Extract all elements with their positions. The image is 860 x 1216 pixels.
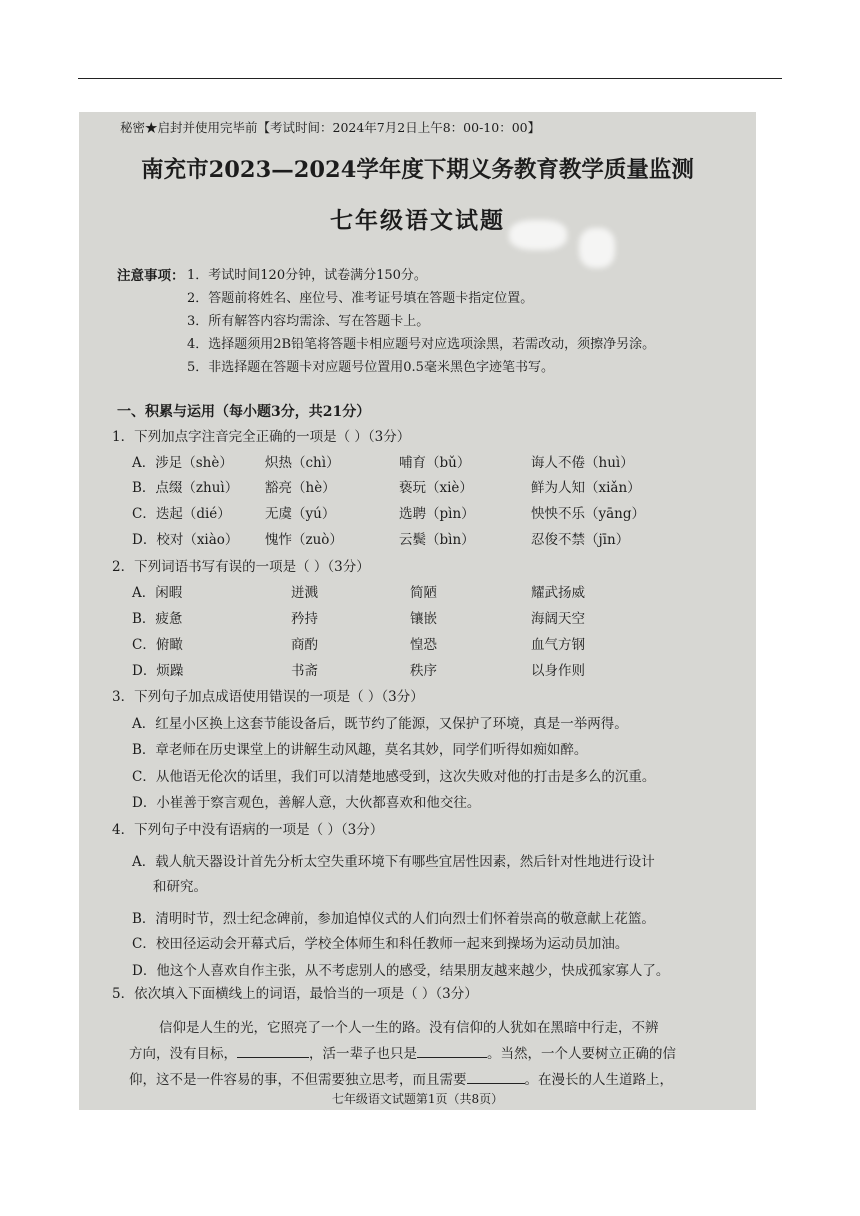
notice-item: 5．非选择题在答题卡对应题号位置用0.5毫米黑色字迹笔书写。: [187, 360, 554, 375]
q1-option: 怏怏不乐（yāng）: [531, 506, 646, 522]
question-4-stem: 4．下列句子中没有语病的一项是（ ）（3分）: [112, 822, 384, 838]
q3-option: A．红星小区换上这套节能设备后，既节约了能源，又保护了环境，真是一举两得。: [132, 716, 628, 732]
q2-option: 惶恐: [410, 637, 437, 653]
q2-option: B．疲惫: [132, 611, 183, 627]
q2-option: 矜持: [291, 611, 318, 627]
q3-option: D．小崔善于察言观色，善解人意，大伙都喜欢和他交往。: [132, 795, 481, 811]
q1-option: 云鬓（bìn）: [399, 532, 475, 548]
q3-option: C．从他语无伦次的话里，我们可以清楚地感受到，这次失败对他的打击是多么的沉重。: [132, 769, 656, 785]
q4-option-continued: 和研究。: [153, 879, 207, 895]
q1-option: 无虞（yú）: [265, 506, 336, 522]
exam-subtitle: 七年级语文试题: [330, 207, 505, 234]
notice-item: 4．选择题须用2B铅笔将答题卡相应题号对应选项涂黑，若需改动，须擦净另涂。: [187, 337, 656, 352]
notice-label: 注意事项：: [117, 268, 185, 284]
answer-blank: [417, 1045, 487, 1058]
q1-option: 炽热（chì）: [265, 455, 340, 471]
q2-option: 镶嵌: [410, 611, 437, 627]
q3-option: B．章老师在历史课堂上的讲解生动风趣，莫名其妙，同学们听得如痴如醉。: [132, 742, 588, 758]
q1-option: C．迭起（dié）: [132, 506, 231, 522]
question-2-stem: 2．下列词语书写有误的一项是（ ）（3分）: [112, 559, 370, 575]
exam-title: 南充市2023—2024学年度下期义务教育教学质量监测: [141, 157, 694, 183]
q2-option: 以身作则: [531, 663, 585, 679]
q4-option: B．清明时节，烈士纪念碑前，参加追悼仪式的人们向烈士们怀着崇高的敬意献上花篮。: [132, 911, 655, 927]
q1-option: 鲜为人知（xiǎn）: [531, 480, 641, 496]
top-rule: [78, 78, 782, 79]
q2-option: 商酌: [291, 637, 318, 653]
q4-option: C．校田径运动会开幕式后，学校全体师生和科任教师一起来到操场为运动员加油。: [132, 936, 629, 952]
confidential-line: 秘密★启封并使用完毕前【考试时间：2024年7月2日上午8：00-10：00】: [120, 120, 541, 135]
q5-passage-line: [129, 1042, 676, 1062]
q2-option: 秩序: [410, 663, 437, 679]
q1-option: 选聘（pìn）: [399, 506, 475, 522]
notice-item: 3．所有解答内容均需涂、写在答题卡上。: [187, 314, 430, 329]
q1-option: 豁亮（hè）: [265, 480, 336, 496]
q2-option: 书斋: [291, 663, 318, 679]
q2-option: D．烦躁: [132, 663, 184, 679]
question-3-stem: 3．下列句子加点成语使用错误的一项是（ ）（3分）: [112, 689, 424, 705]
q1-option: 忍俊不禁（jīn）: [531, 532, 630, 548]
q5-text: ，活一辈子也只是: [309, 1046, 417, 1062]
q5-text: 方向，没有目标，: [129, 1046, 237, 1062]
answer-blank: [467, 1071, 525, 1084]
q1-option: 愧怍（zuò）: [265, 532, 343, 548]
q1-option: D．校对（xiào）: [132, 532, 239, 548]
q1-option: B．点缀（zhuì）: [132, 480, 239, 496]
q2-option: A．闲暇: [132, 585, 183, 601]
notice-item: 1．考试时间120分钟，试卷满分150分。: [187, 268, 427, 283]
question-5-stem: 5．依次填入下面横线上的词语，最恰当的一项是（ ）（3分）: [112, 986, 478, 1002]
q5-passage-line: [129, 1068, 673, 1088]
page-footer: 七年级语文试题第1页（共8页）: [331, 1092, 504, 1106]
q2-option: 简陋: [410, 585, 437, 601]
q5-text: 。当然，一个人要树立正确的信: [487, 1046, 676, 1062]
question-1-stem: 1．下列加点字注音完全正确的一项是（ ）（3分）: [112, 429, 411, 445]
answer-blank: [237, 1045, 309, 1058]
q2-option: 迸溅: [291, 585, 318, 601]
q2-option: 海阔天空: [531, 611, 585, 627]
q2-option: C．俯瞰: [132, 637, 183, 653]
q5-text: 仰，这不是一件容易的事，不但需要独立思考，而且需要: [129, 1072, 467, 1088]
q5-text: 。在漫长的人生道路上，: [524, 1072, 673, 1088]
q4-option: D．他这个人喜欢自作主张，从不考虑别人的感受，结果朋友越来越少，快成孤家寡人了。: [132, 963, 670, 979]
q2-option: 血气方钢: [531, 637, 585, 653]
q1-option: 哺育（bǔ）: [399, 455, 471, 471]
q1-option: 诲人不倦（huì）: [531, 455, 634, 471]
section-heading: 一、积累与运用（每小题3分，共21分）: [117, 404, 371, 420]
exam-page-photo: [79, 112, 756, 1110]
notice-item: 2．答题前将姓名、座位号、准考证号填在答题卡指定位置。: [187, 291, 534, 306]
q4-option: A．载人航天器设计首先分析太空失重环境下有哪些宜居性因素，然后针对性地进行设计: [132, 854, 655, 870]
q5-passage-line: 信仰是人生的光，它照亮了一个人一生的路。没有信仰的人犹如在黑暗中行走，不辨: [159, 1020, 659, 1036]
q1-option: A．涉足（shè）: [132, 455, 233, 471]
q1-option: 亵玩（xiè）: [399, 480, 473, 496]
q2-option: 耀武扬威: [531, 585, 585, 601]
